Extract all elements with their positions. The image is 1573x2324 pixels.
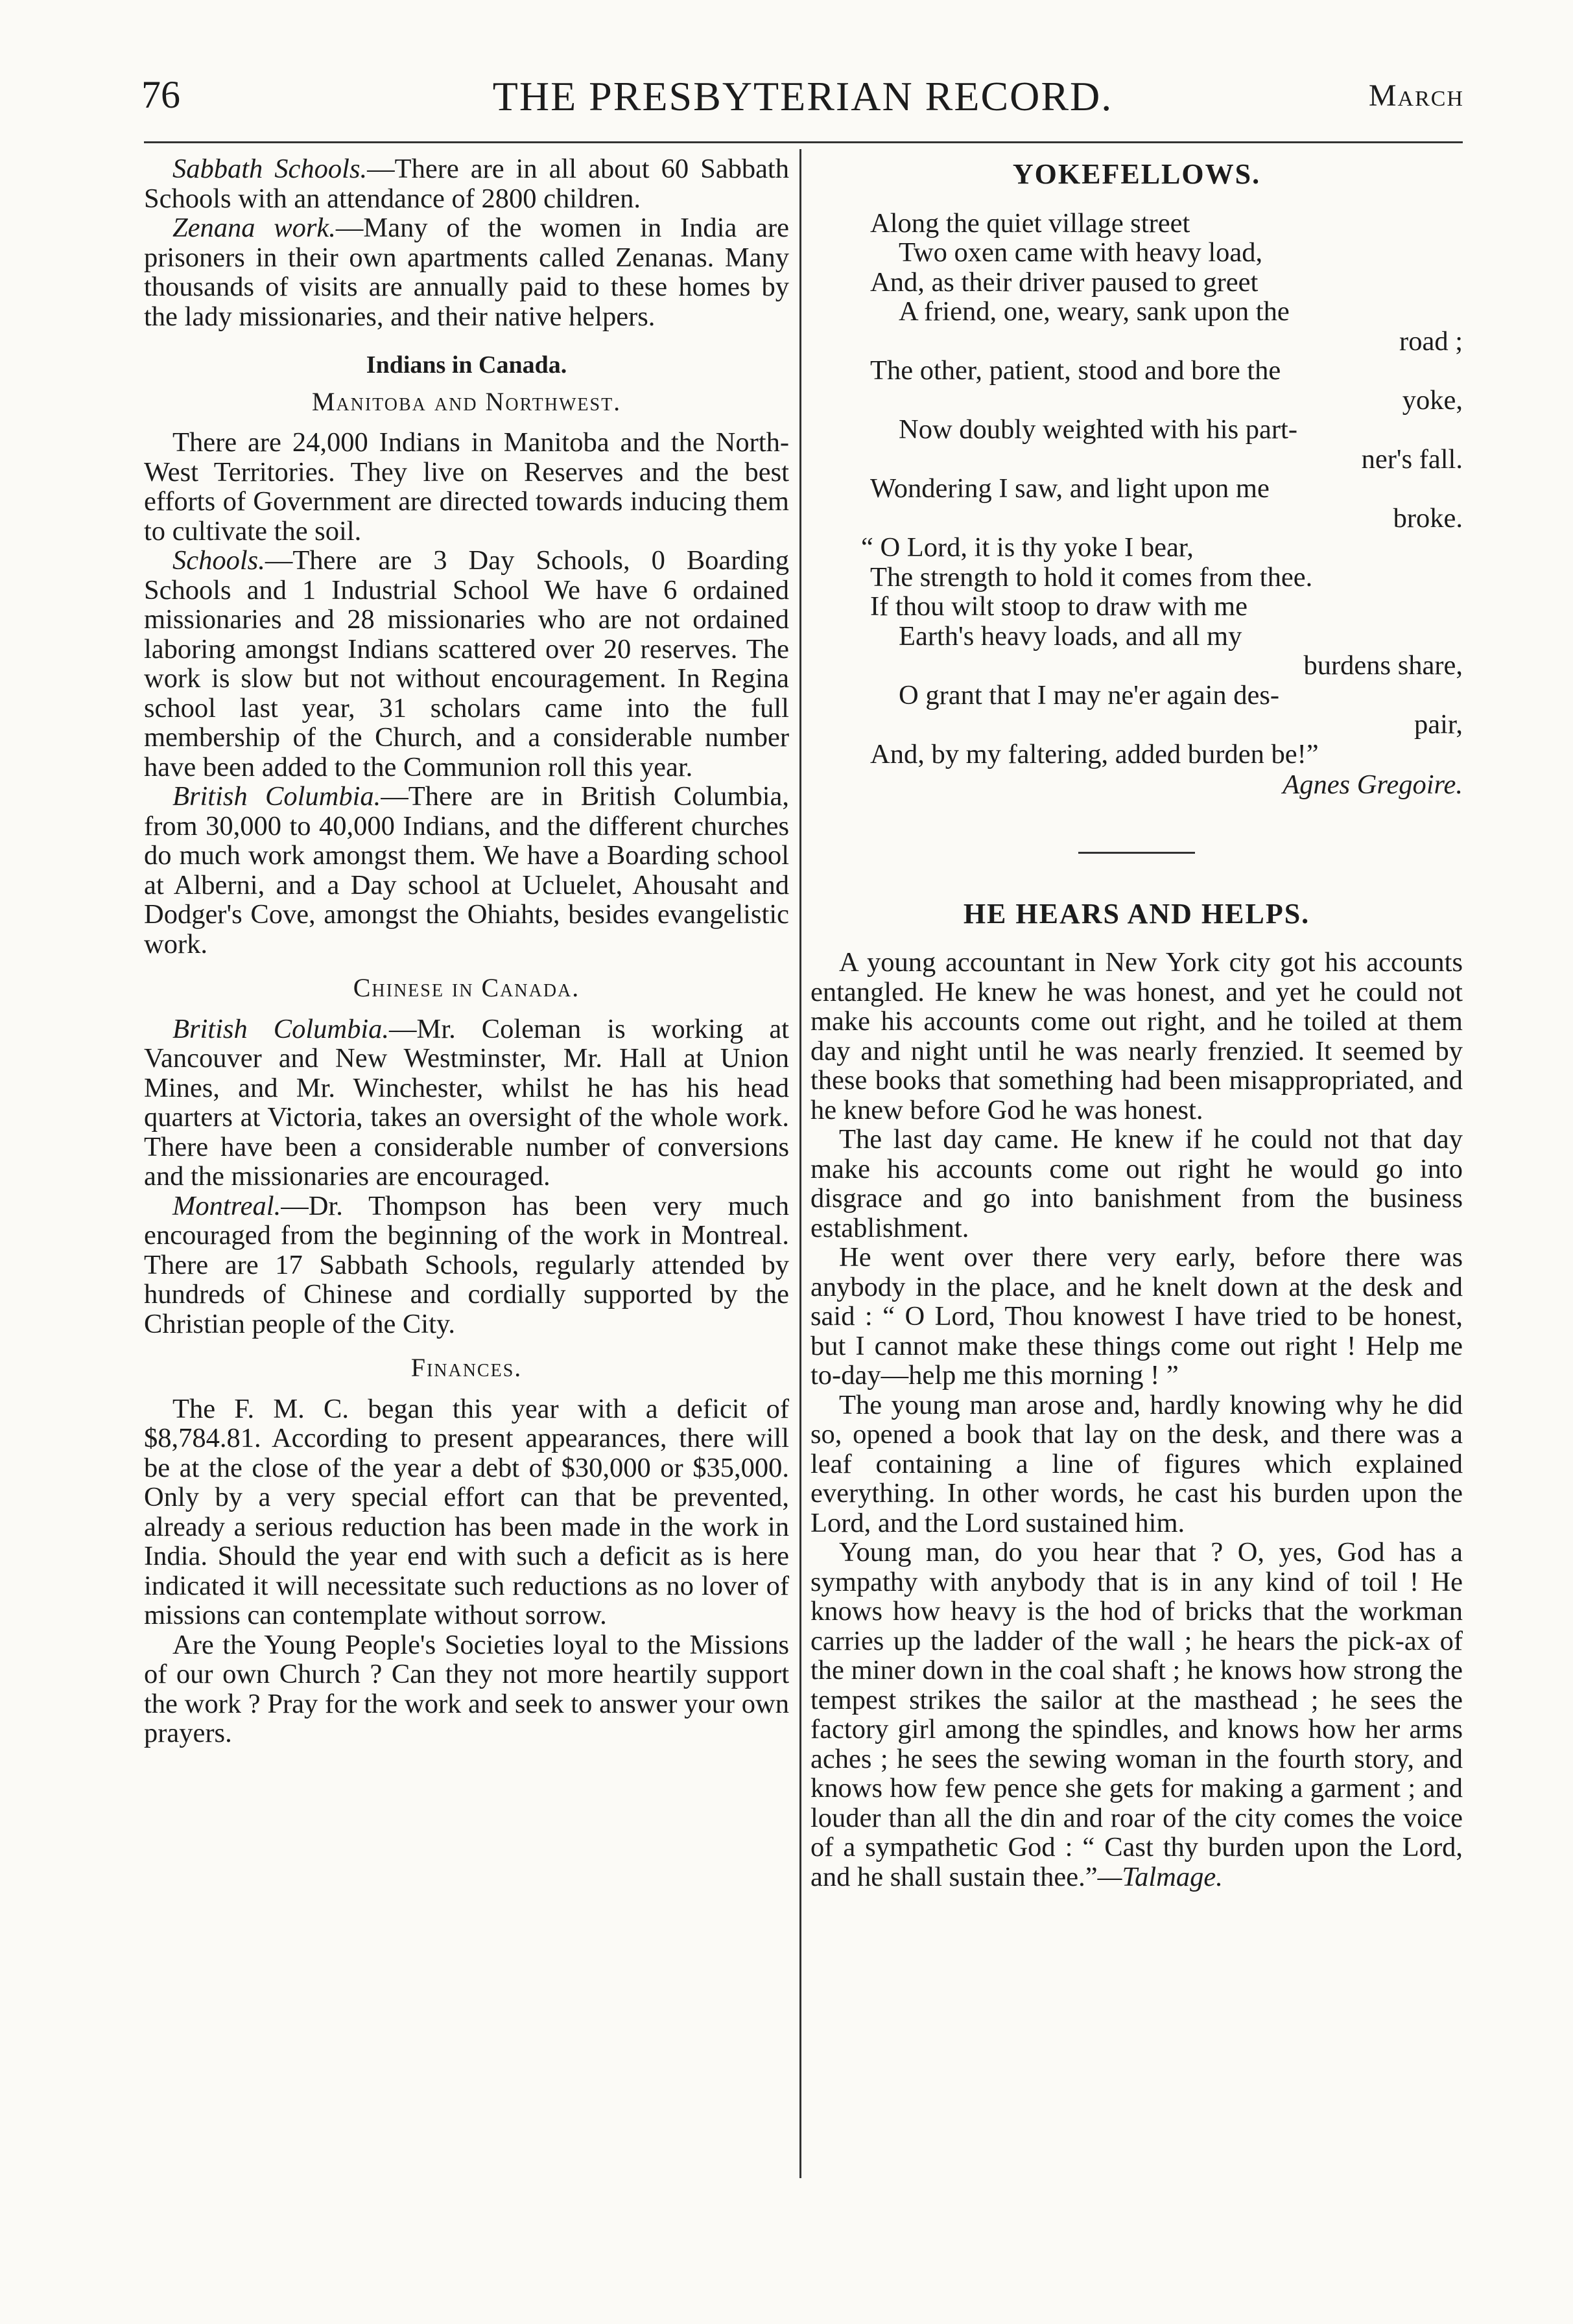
paragraph-text: —There are in British Columbia, from 30,000 to 40,000 Indians, and the different churches do much work amongst them. We have a Boarding school at Alberni, and a Day school at Ucluelet, Ahousaht and Dodger's Cove, amongst the Ohiahts, besides evangelistic work. [144,781,789,959]
page-number: 76 [141,73,180,116]
paragraph-montreal [144,1191,789,1339]
poem-line: Along the quiet village street [870,207,1190,239]
section-divider [1078,852,1195,854]
paragraph-text: —There are 3 Day Schools, 0 Boarding Schools and 1 Industrial School We have 6 ordained missionaries and 28 missionaries who are not ordained laboring amongst Indians scattered over 20 reserves. The work is slow but not without encouragement. In Regina school last year, 31 scholars came into the full membership of the Church, and a considerable number have been added to the Communion roll this year. [144,545,789,782]
run-in-heading: British Columbia. [172,781,381,812]
column-divider [799,149,801,2178]
article-paragraph: A young accountant in New York city got his accounts entangled. He knew he was honest, and yet he could not make his accounts come out right, and he toiled at them day and night until he was nearly frenzied. It seemed by these books that something had been misappropriated, and he knew before God he was honest. [810,947,1463,1125]
paragraph-text: —There are in all about 60 Sabbath Schools with an attendance of 2800 children. [144,154,789,214]
article-paragraph: He went over there very early, before there was anybody in the place, and he knelt down at the desk and said : “ O Lord, Thou knowest I have tried to be honest, but I cannot make these things come out right ! Help me to-day—help me this morning ! ” [810,1242,1463,1391]
run-in-heading: Schools. [172,545,265,576]
header-rule [144,141,1463,143]
article-paragraph: The young man arose and, hardly knowing why he did so, opened a book that lay on the desk, and there was a leaf containing a line of figures which explained everything. In other words, he cast his burden upon the Lord, and the Lord sustained him. [810,1389,1463,1538]
run-in-heading: Zenana work. [172,213,336,243]
poem-line-continuation: burdens share, [1303,650,1463,681]
paragraph-british-columbia-indians [144,782,789,959]
poem-line: Now doubly weighted with his part- [899,414,1297,445]
poem-line-continuation: road ; [1399,325,1463,357]
poem-line-continuation: yoke, [1402,384,1463,416]
poem-line-continuation: ner's fall. [1361,443,1463,475]
section-heading-indians: Indians in Canada. [366,351,567,379]
poem-author: Agnes Gregoire. [1283,769,1463,800]
poem-line: O grant that I may ne'er again des- [899,679,1280,710]
poem-line: A friend, one, weary, sank upon the [899,296,1290,327]
subheading-manitoba: Manitoba and Northwest. [311,386,622,416]
run-in-heading: British Columbia. [172,1013,390,1044]
poem-line: Two oxen came with heavy load, [899,237,1263,268]
paragraph-schools [144,546,789,782]
poem-title: YOKEFELLOWS. [1012,158,1261,190]
paragraph-text: —Many of the women in India are prisoners in their own apartments called Zenanas. Many thousands of visits are annually paid to these homes by the lady missionaries, and their native helpers. [144,213,790,332]
subheading-chinese: Chinese in Canada. [353,973,580,1002]
paragraph-sabbath-schools [144,154,789,213]
paragraph-text: —Dr. Thompson has been very much encouraged from the beginning of the work in Montreal. There are 17 Sabbath Schools, regularly attended by hundreds of Chinese and cordially supported by the Christian people of the City. [144,1190,789,1339]
paragraph-indians-intro: There are 24,000 Indians in Manitoba and the North-West Territories. They live on Reserves and the best efforts of Government are directed towards inducing them to cultivate the soil. [144,427,789,546]
poem-line-continuation: broke. [1393,502,1463,534]
paragraph-british-columbia-chinese [144,1015,789,1191]
paragraph-finances: The F. M. C. began this year with a deficit of $8,784.81. According to present appearances, there will be at the close of the year a debt of $30,000 or $35,000. Only by a very special effort can that be prevented, already a serious reduction has been made in the work in India. Should the year end with such a deficit as is here indicated it will necessitate such reductions as no lover of missions can contemplate without sorrow. [144,1393,789,1630]
page-header [141,73,1464,124]
poem-line: The strength to hold it comes from thee. [870,561,1313,593]
poem-line-continuation: pair, [1414,709,1463,740]
paragraph-text: —Mr. Coleman is working at Vancouver and New Westminster, Mr. Hall at Union Mines, and Mr. Winchester, whilst he has his head quarters at Victoria, takes an oversight of the whole work. There have been a considerable number of conversions and the missionaries are encouraged. [144,1013,789,1191]
left-column [144,154,789,1748]
article-attribution: —Talmage. [1097,1861,1223,1892]
journal-title: THE PRESBYTERIAN RECORD. [492,73,1113,119]
poem-yokefellows [810,209,1463,800]
paragraph-text: Young man, do you hear that ? O, yes, God has a sympathy with anybody that is in any kind of toil ! He knows how heavy is the hod of bricks that the workman carries up the ladder of the wall ; he hears the pick-ax of the miner down in the coal shaft ; he knows how strong the tempest strikes the sailor at the masthead ; he sees the factory girl among the spindles, and knows how her arms aches ; he sees the sewing woman in the fourth story, and knows how few pence she gets for making a garment ; and louder than all the din and roar of the city comes the voice of a sympathetic God : “ Cast thy burden upon the Lord, and he shall sustain thee.” [810,1537,1463,1892]
poem-line: If thou wilt stoop to draw with me [870,591,1248,622]
article-title: HE HEARS AND HELPS. [963,897,1310,930]
poem-line: And, by my faltering, added burden be!” [870,738,1319,769]
poem-line: “ O Lord, it is thy yoke I bear, [861,532,1194,563]
paragraph-zenana-work [144,213,789,331]
run-in-heading: Montreal. [172,1190,281,1221]
article-paragraph [810,1538,1463,1892]
article-paragraph: The last day came. He knew if he could not that day make his accounts come out right he would go into disgrace and go into banishment from the business establishment. [810,1124,1463,1243]
poem-line: Wondering I saw, and light upon me [870,473,1270,504]
run-in-heading: Sabbath Schools. [172,154,368,184]
issue-month: March [1368,78,1464,113]
subheading-finances: Finances. [410,1353,523,1382]
paragraph-young-peoples-societies: Are the Young People's Societies loyal to the Missions of our own Church ? Can they not more heartily support the work ? Pray for the work and seek to answer your own prayers. [144,1629,789,1748]
poem-line: The other, patient, stood and bore the [870,355,1281,386]
right-column [810,159,1463,1892]
poem-line: And, as their driver paused to greet [870,266,1259,298]
poem-line: Earth's heavy loads, and all my [899,620,1242,651]
